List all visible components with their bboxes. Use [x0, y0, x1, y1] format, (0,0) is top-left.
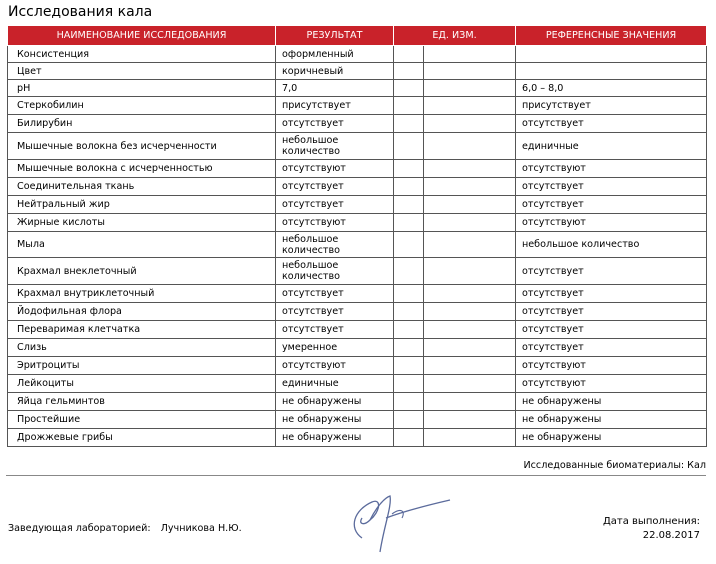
table-row [8, 63, 707, 80]
table-row [8, 160, 707, 178]
table-row [8, 285, 707, 303]
table-row [8, 133, 707, 160]
cell-reference [516, 46, 707, 63]
cell-name: Простейшие [8, 411, 276, 429]
cell-units [394, 97, 424, 115]
date-block [603, 515, 700, 543]
cell-name: Мышечные волокна без исчерченности [8, 133, 276, 160]
cell-units [394, 133, 424, 160]
cell-result: небольшое количество [276, 133, 394, 160]
cell-units-extra [424, 393, 516, 411]
cell-reference: отсутствует [516, 258, 707, 285]
table-row [8, 303, 707, 321]
cell-units-extra [424, 321, 516, 339]
table-row [8, 339, 707, 357]
cell-units [394, 80, 424, 97]
cell-name: Мышечные волокна с исчерченностью [8, 160, 276, 178]
cell-reference: отсутствуют [516, 357, 707, 375]
table-row [8, 411, 707, 429]
table-row [8, 375, 707, 393]
cell-units-extra [424, 357, 516, 375]
cell-units [394, 393, 424, 411]
cell-name: Консистенция [8, 46, 276, 63]
cell-result: отсутствуют [276, 160, 394, 178]
cell-reference: отсутствует [516, 303, 707, 321]
cell-reference: единичные [516, 133, 707, 160]
table-row [8, 357, 707, 375]
cell-units [394, 303, 424, 321]
cell-units-extra [424, 232, 516, 258]
cell-name: Соединительная ткань [8, 178, 276, 196]
table-row [8, 429, 707, 447]
cell-units-extra [424, 303, 516, 321]
cell-units-extra [424, 258, 516, 285]
cell-units [394, 63, 424, 80]
cell-result: не обнаружены [276, 411, 394, 429]
cell-units [394, 375, 424, 393]
table-row [8, 214, 707, 232]
cell-units-extra [424, 115, 516, 133]
cell-result: отсутствуют [276, 214, 394, 232]
header-result: РЕЗУЛЬТАТ [276, 26, 394, 46]
cell-result: единичные [276, 375, 394, 393]
date-value: 22.08.2017 [642, 530, 700, 541]
table-row [8, 196, 707, 214]
table-row [8, 178, 707, 196]
cell-result: отсутствует [276, 285, 394, 303]
cell-units [394, 357, 424, 375]
table-row [8, 232, 707, 258]
cell-reference: небольшое количество [516, 232, 707, 258]
cell-name: Слизь [8, 339, 276, 357]
cell-reference: отсутствуют [516, 160, 707, 178]
cell-reference: отсутствует [516, 196, 707, 214]
cell-reference: не обнаружены [516, 411, 707, 429]
cell-result: не обнаружены [276, 429, 394, 447]
cell-name: Нейтральный жир [8, 196, 276, 214]
table-row [8, 393, 707, 411]
table-row [8, 97, 707, 115]
table-row [8, 46, 707, 63]
cell-reference: 6,0 – 8,0 [516, 80, 707, 97]
cell-units-extra [424, 97, 516, 115]
cell-result: отсутствует [276, 196, 394, 214]
cell-name: Эритроциты [8, 357, 276, 375]
cell-result: не обнаружены [276, 393, 394, 411]
cell-reference: отсутствуют [516, 214, 707, 232]
cell-result: 7,0 [276, 80, 394, 97]
cell-reference: отсутствует [516, 321, 707, 339]
cell-reference: отсутствует [516, 178, 707, 196]
header-units: ЕД. ИЗМ. [394, 26, 516, 46]
cell-reference: отсутствует [516, 339, 707, 357]
cell-result: отсутствуют [276, 357, 394, 375]
table-row [8, 115, 707, 133]
lab-head-label: Заведующая лабораторией: [8, 523, 151, 534]
cell-name: Крахмал внеклеточный [8, 258, 276, 285]
signature-image [340, 488, 470, 558]
cell-name: pH [8, 80, 276, 97]
cell-name: Переваримая клетчатка [8, 321, 276, 339]
cell-result: небольшое количество [276, 258, 394, 285]
page-title: Исследования кала [8, 4, 153, 20]
cell-units-extra [424, 429, 516, 447]
cell-name: Лейкоциты [8, 375, 276, 393]
cell-units-extra [424, 411, 516, 429]
header-reference: РЕФЕРЕНСНЫЕ ЗНАЧЕНИЯ [516, 26, 707, 46]
cell-name: Стеркобилин [8, 97, 276, 115]
cell-units-extra [424, 133, 516, 160]
cell-units [394, 339, 424, 357]
table-row [8, 80, 707, 97]
cell-result: присутствует [276, 97, 394, 115]
table-row [8, 258, 707, 285]
table-header-row [8, 26, 707, 46]
results-table [7, 25, 707, 447]
cell-result: умеренное [276, 339, 394, 357]
cell-name: Билирубин [8, 115, 276, 133]
cell-units-extra [424, 178, 516, 196]
cell-reference: отсутствует [516, 115, 707, 133]
cell-units [394, 258, 424, 285]
cell-units-extra [424, 375, 516, 393]
cell-name: Йодофильная флора [8, 303, 276, 321]
cell-name: Жирные кислоты [8, 214, 276, 232]
cell-result: отсутствует [276, 115, 394, 133]
cell-units-extra [424, 285, 516, 303]
cell-name: Цвет [8, 63, 276, 80]
cell-result: небольшое количество [276, 232, 394, 258]
cell-units-extra [424, 214, 516, 232]
cell-reference: не обнаружены [516, 393, 707, 411]
cell-units [394, 115, 424, 133]
cell-result: отсутствует [276, 303, 394, 321]
table-row [8, 321, 707, 339]
cell-name: Яйца гельминтов [8, 393, 276, 411]
cell-result: оформленный [276, 46, 394, 63]
footer-divider [6, 475, 706, 476]
cell-name: Крахмал внутриклеточный [8, 285, 276, 303]
cell-reference: отсутствует [516, 285, 707, 303]
cell-units-extra [424, 160, 516, 178]
cell-units [394, 196, 424, 214]
cell-reference: присутствует [516, 97, 707, 115]
cell-units [394, 178, 424, 196]
lab-head-name: Лучникова Н.Ю. [160, 523, 242, 534]
cell-units-extra [424, 80, 516, 97]
cell-reference: отсутствуют [516, 375, 707, 393]
cell-reference [516, 63, 707, 80]
cell-units [394, 285, 424, 303]
biomaterial-note: Исследованные биоматериалы: Кал [523, 460, 706, 471]
cell-units [394, 321, 424, 339]
cell-name: Мыла [8, 232, 276, 258]
table-body [8, 46, 707, 447]
cell-units [394, 214, 424, 232]
cell-units-extra [424, 46, 516, 63]
cell-name: Дрожжевые грибы [8, 429, 276, 447]
cell-result: отсутствует [276, 321, 394, 339]
cell-units [394, 232, 424, 258]
cell-reference: не обнаружены [516, 429, 707, 447]
cell-units-extra [424, 339, 516, 357]
header-name: НАИМЕНОВАНИЕ ИССЛЕДОВАНИЯ [8, 26, 276, 46]
cell-units [394, 46, 424, 63]
cell-result: отсутствует [276, 178, 394, 196]
cell-units-extra [424, 63, 516, 80]
cell-units [394, 411, 424, 429]
lab-head [8, 523, 242, 534]
cell-units [394, 429, 424, 447]
cell-result: коричневый [276, 63, 394, 80]
cell-units [394, 160, 424, 178]
date-label: Дата выполнения: [602, 516, 700, 527]
cell-units-extra [424, 196, 516, 214]
